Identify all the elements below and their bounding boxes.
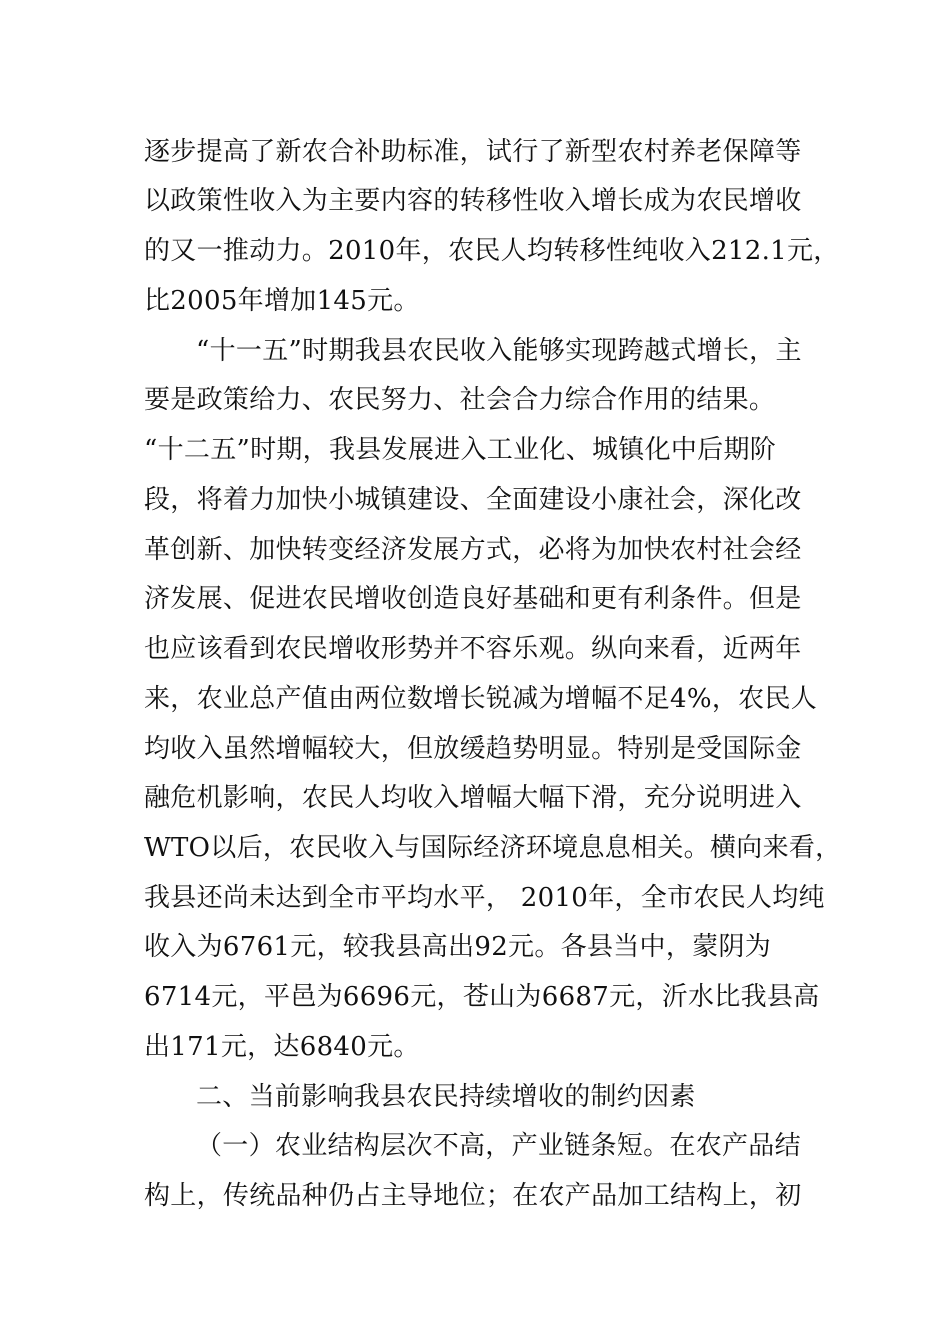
text-line: 以政策性收入为主要内容的转移性收入增长成为农民增收: [144, 186, 802, 216]
paragraph-first-line: “十一五”时期我县农民收入能够实现跨越式增长，主: [196, 336, 802, 366]
text-line: 6714元，平邑为6696元，苍山为6687元，沂水比我县高: [144, 982, 820, 1012]
text-line: 要是政策给力、农民努力、社会合力综合作用的结果。: [144, 385, 776, 415]
text-line: 比2005年增加145元。: [144, 286, 420, 316]
text-line: 我县还尚未达到全市平均水平， 2010年，全市农民人均纯: [144, 883, 825, 913]
section-heading: 二、当前影响我县农民持续增收的制约因素: [196, 1082, 696, 1112]
text-line: 也应该看到农民增收形势并不容乐观。纵向来看，近两年: [144, 634, 802, 664]
text-line: 革创新、加快转变经济发展方式，必将为加快农村社会经: [144, 535, 802, 565]
text-line: 逐步提高了新农合补助标准，试行了新型农村养老保障等: [144, 137, 802, 167]
text-line: 收入为6761元，较我县高出92元。各县当中，蒙阴为: [144, 932, 772, 962]
text-line: 段，将着力加快小城镇建设、全面建设小康社会，深化改: [144, 485, 802, 515]
text-line: 济发展、促进农民增收创造良好基础和更有利条件。但是: [144, 584, 802, 614]
text-line: “十二五”时期，我县发展进入工业化、城镇化中后期阶: [144, 435, 777, 465]
text-line: 的又一推动力。2010年，农民人均转移性纯收入212.1元，: [144, 236, 840, 266]
text-line: 构上，传统品种仍占主导地位；在农产品加工结构上，初: [144, 1181, 802, 1211]
text-line: 出171元，达6840元。: [144, 1032, 420, 1062]
text-line: WTO以后，农民收入与国际经济环境息息相关。横向来看，: [144, 833, 842, 863]
text-line: 来，农业总产值由两位数增长锐减为增幅不足4%，农民人: [144, 684, 818, 714]
text-line: 均收入虽然增幅较大，但放缓趋势明显。特别是受国际金: [144, 734, 802, 764]
subsection-first-line: （一）农业结构层次不高，产业链条短。在农产品结: [196, 1131, 801, 1161]
text-line: 融危机影响，农民人均收入增幅大幅下滑，充分说明进入: [144, 783, 802, 813]
